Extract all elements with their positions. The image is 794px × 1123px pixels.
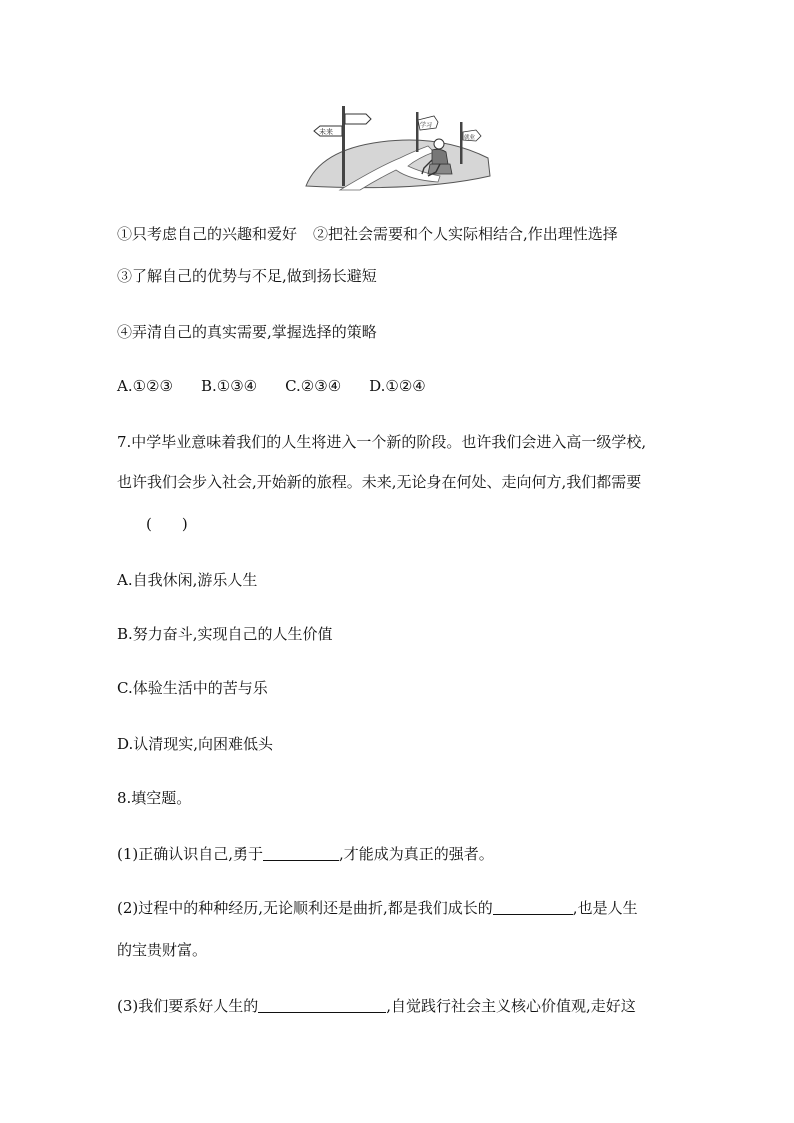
q7-option-d[interactable]: D.认清现实,向困难低头 [117,735,274,753]
q6-option-b[interactable]: B.①③④ [200,377,258,395]
q8-sentence-2-cont: 的宝贵财富。 [117,941,208,959]
q8-s1-blank[interactable] [263,844,339,861]
sign-study-label: 学习 [420,122,433,129]
q7-stem-line-2: 也许我们会步入社会,开始新的旅程。未来,无论身在何处、走向何方,我们都需要 [117,473,642,491]
q8-s3-text-post: ,自觉践行社会主义核心价值观,走好这 [386,997,636,1015]
q8-s1-text-post: ,才能成为真正的强者。 [339,845,494,863]
q6-item-4: ④弄清自己的真实需要,掌握选择的策略 [117,323,377,341]
q6-option-a[interactable]: A.①②③ [117,377,173,395]
q8-sentence-2 [117,898,638,918]
q6-item-3: ③了解自己的优势与不足,做到扬长避短 [117,267,377,285]
q7-stem-line-1: 7.中学毕业意味着我们的人生将进入一个新的阶段。也许我们会进入高一级学校, [117,433,647,451]
q7-option-b[interactable]: B.努力奋斗,实现自己的人生价值 [117,625,333,643]
q6-items-row [117,224,618,244]
q8-s2-text-post: ,也是人生 [572,899,638,917]
q8-s2-blank[interactable] [493,898,573,915]
q8-sentence-1 [117,844,494,864]
q6-option-c[interactable]: C.②③④ [285,377,342,395]
q8-s3-blank[interactable] [258,996,386,1013]
q8-sentence-3 [117,996,636,1016]
q8-title: 8.填空题。 [117,789,192,807]
q6-option-d[interactable]: D.①②④ [369,377,426,395]
q7-option-a[interactable]: A.自我休闲,游乐人生 [117,571,258,589]
q6-options [117,376,426,396]
q6-item-1: ①只考虑自己的兴趣和爱好 [117,225,298,243]
q7-answer-paren: ( ) [146,515,188,533]
q6-item-2: ②把社会需要和个人实际相结合,作出理性选择 [313,225,618,243]
q8-s1-text-pre: (1)正确认识自己,勇于 [117,845,264,863]
crossroads-illustration [300,100,496,196]
q7-option-c[interactable]: C.体验生活中的苦与乐 [117,679,268,697]
q8-s2-text-pre: (2)过程中的种种经历,无论顺利还是曲折,都是我们成长的 [117,899,493,917]
sign-work-label: 就业 [464,135,476,141]
q8-s3-text-pre: (3)我们要系好人生的 [117,997,259,1015]
sign-future-label: 未来 [319,128,333,136]
